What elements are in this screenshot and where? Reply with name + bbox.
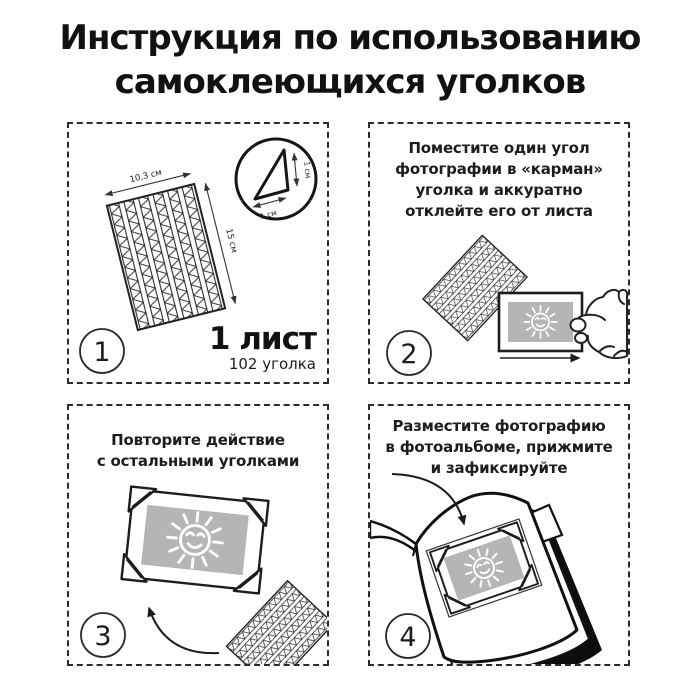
step-number-badge [387, 331, 431, 375]
step-number: 3 [94, 621, 112, 652]
step-3-text-line: Повторите действие [111, 431, 285, 449]
step-4-text-line: Разместите фотографию [392, 417, 606, 435]
repeat-curved-arrow [149, 608, 219, 653]
page-title [0, 16, 700, 104]
album-left-page [370, 521, 417, 552]
step-number-badge [80, 329, 124, 373]
corner-side-label: 1 см [302, 160, 313, 179]
page-title-line1: Инструкция по использованию [59, 18, 641, 58]
sheet-width-label: 10,3 см [128, 167, 164, 186]
photo-illustration [499, 293, 582, 351]
step-number: 4 [399, 622, 417, 653]
corner-size-badge [236, 139, 316, 221]
step-number-badge [386, 614, 430, 658]
step-3-illustration [69, 406, 327, 664]
corner-sheet-icon [107, 184, 225, 330]
step-2-text-line: отклейте его от листа [405, 202, 593, 220]
step-4-panel [368, 404, 630, 666]
corner-base-label: 1 см [259, 208, 278, 222]
step-2-text-line: фотографии в «карман» [395, 160, 603, 178]
photo-with-corners [122, 487, 269, 594]
photo-image [141, 505, 249, 575]
step-4-illustration [370, 406, 628, 664]
step-number-badge [81, 613, 125, 657]
step-3-text-line: с остальными уголками [96, 452, 300, 470]
step-2-text-line: уголка и аккуратно [415, 181, 583, 199]
sheet-height-label: 15 см [223, 227, 239, 254]
page-title-line2: самоклеющихся уголков [114, 62, 586, 102]
step-1-illustration [69, 124, 327, 382]
corner-sheet-icon [226, 581, 327, 664]
step-1-panel [67, 122, 329, 384]
corner-count-label: 102 уголка [228, 355, 316, 373]
step-2-illustration [370, 124, 628, 382]
step-2-panel [368, 122, 630, 384]
step-4-text-line: и зафиксируйте [430, 459, 568, 477]
step-number: 2 [400, 339, 418, 370]
step-3-panel [67, 404, 329, 666]
step-4-text-line: в фотоальбоме, прижмите [385, 438, 613, 456]
step-2-text-line: Поместите один угол [408, 139, 590, 157]
corner-sheet-illustration [101, 154, 251, 330]
step-number: 1 [93, 337, 111, 368]
sheet-count-label: 1 лист [208, 321, 316, 357]
